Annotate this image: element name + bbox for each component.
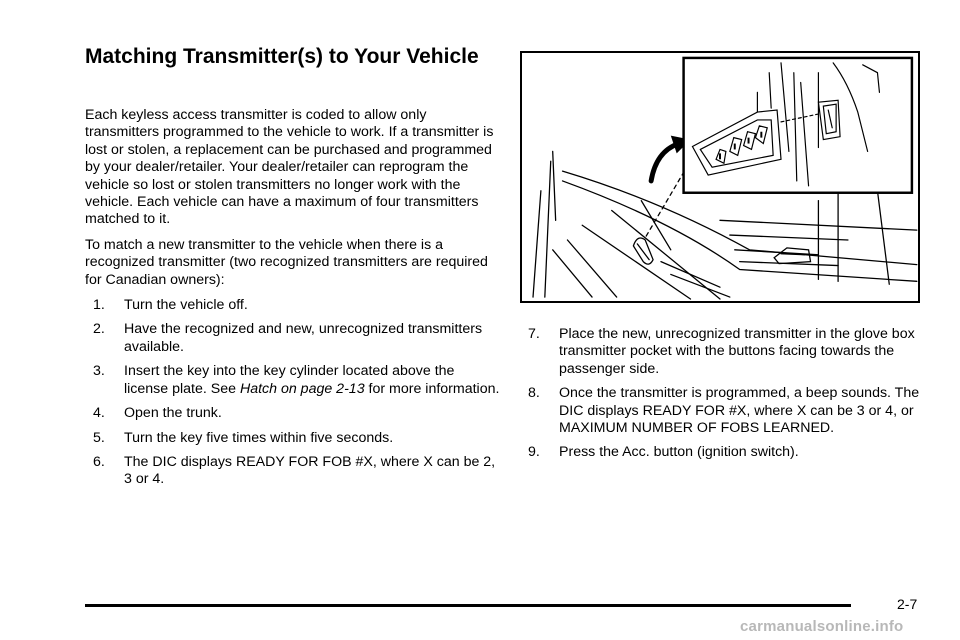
step-number: 6.	[93, 453, 105, 470]
procedure-intro: To match a new transmitter to the vehicle when there is a recognized transmitter (two recognized transmitters are required for Canadian owners):	[85, 236, 488, 288]
steps-list-part-1	[85, 297, 500, 489]
step-3	[93, 363, 500, 398]
arrow-curve	[651, 144, 679, 181]
illustration-svg	[522, 53, 918, 301]
step-5	[93, 430, 500, 447]
step-text: Have the recognized and new, unrecognized transmitters available.	[124, 321, 483, 355]
step-text: Press the Acc. button (ignition switch).	[559, 444, 799, 461]
step-number: 9.	[528, 444, 540, 461]
step-7	[528, 326, 922, 378]
steps-list-part-2	[522, 326, 922, 462]
step-number: 5.	[93, 429, 105, 446]
intro-paragraph: Each keyless access transmitter is coded to allow only transmitters programmed to the vehicle to work. If a transmitter is lost or stolen, a replacement can be purchased and programmed by your dealer/retailer. Your dealer/retailer can reprogram the vehicle so lost or stolen transmitters no longer work with the vehicle. Each vehicle can have a maximum of four transmitters matched to it.	[85, 107, 494, 228]
step-6	[93, 454, 500, 489]
step-number: 4.	[93, 405, 105, 422]
step-number: 7.	[528, 326, 540, 342]
step-text: Once the transmitter is programmed, a beep sounds. The DIC displays READY FOR #X, where X can be 3 or 4, or MAXIMUM NUMBER OF FOBS LEARNED.	[559, 385, 920, 437]
page-title: Matching Transmitter(s) to Your Vehicle	[85, 45, 479, 68]
watermark: carmanualsonline.info	[740, 618, 904, 635]
step-text: Turn the vehicle off.	[124, 297, 248, 314]
step-text: Open the trunk.	[124, 405, 222, 422]
right-column	[522, 326, 922, 469]
step-number: 3.	[93, 363, 105, 380]
step-text: Turn the key five times within five seconds.	[124, 429, 394, 446]
step-1	[93, 297, 500, 314]
step-4	[93, 405, 500, 422]
left-column	[85, 107, 500, 496]
step-8	[528, 385, 922, 437]
step-text: Place the new, unrecognized transmitter in the glove box transmitter pocket with the buttons facing towards the passenger side.	[559, 326, 915, 377]
step-number: 2.	[93, 321, 105, 338]
step-text: The DIC displays READY FOR FOB #X, where X can be 2, 3 or 4.	[124, 453, 496, 488]
step-2	[93, 321, 500, 356]
page-number: 2-7	[897, 596, 918, 612]
step-number: 8.	[528, 385, 540, 402]
glovebox-transmitter-pocket-illustration	[520, 51, 920, 303]
footer-rule	[85, 604, 851, 607]
step-9	[528, 444, 922, 461]
step-text: Insert the key into the key cylinder located above the license plate. See	[124, 363, 455, 397]
step-text: for more information.	[364, 380, 500, 397]
step-number: 1.	[93, 297, 105, 314]
hatch-page-reference-link[interactable]: Hatch on page 2-13	[239, 380, 365, 397]
